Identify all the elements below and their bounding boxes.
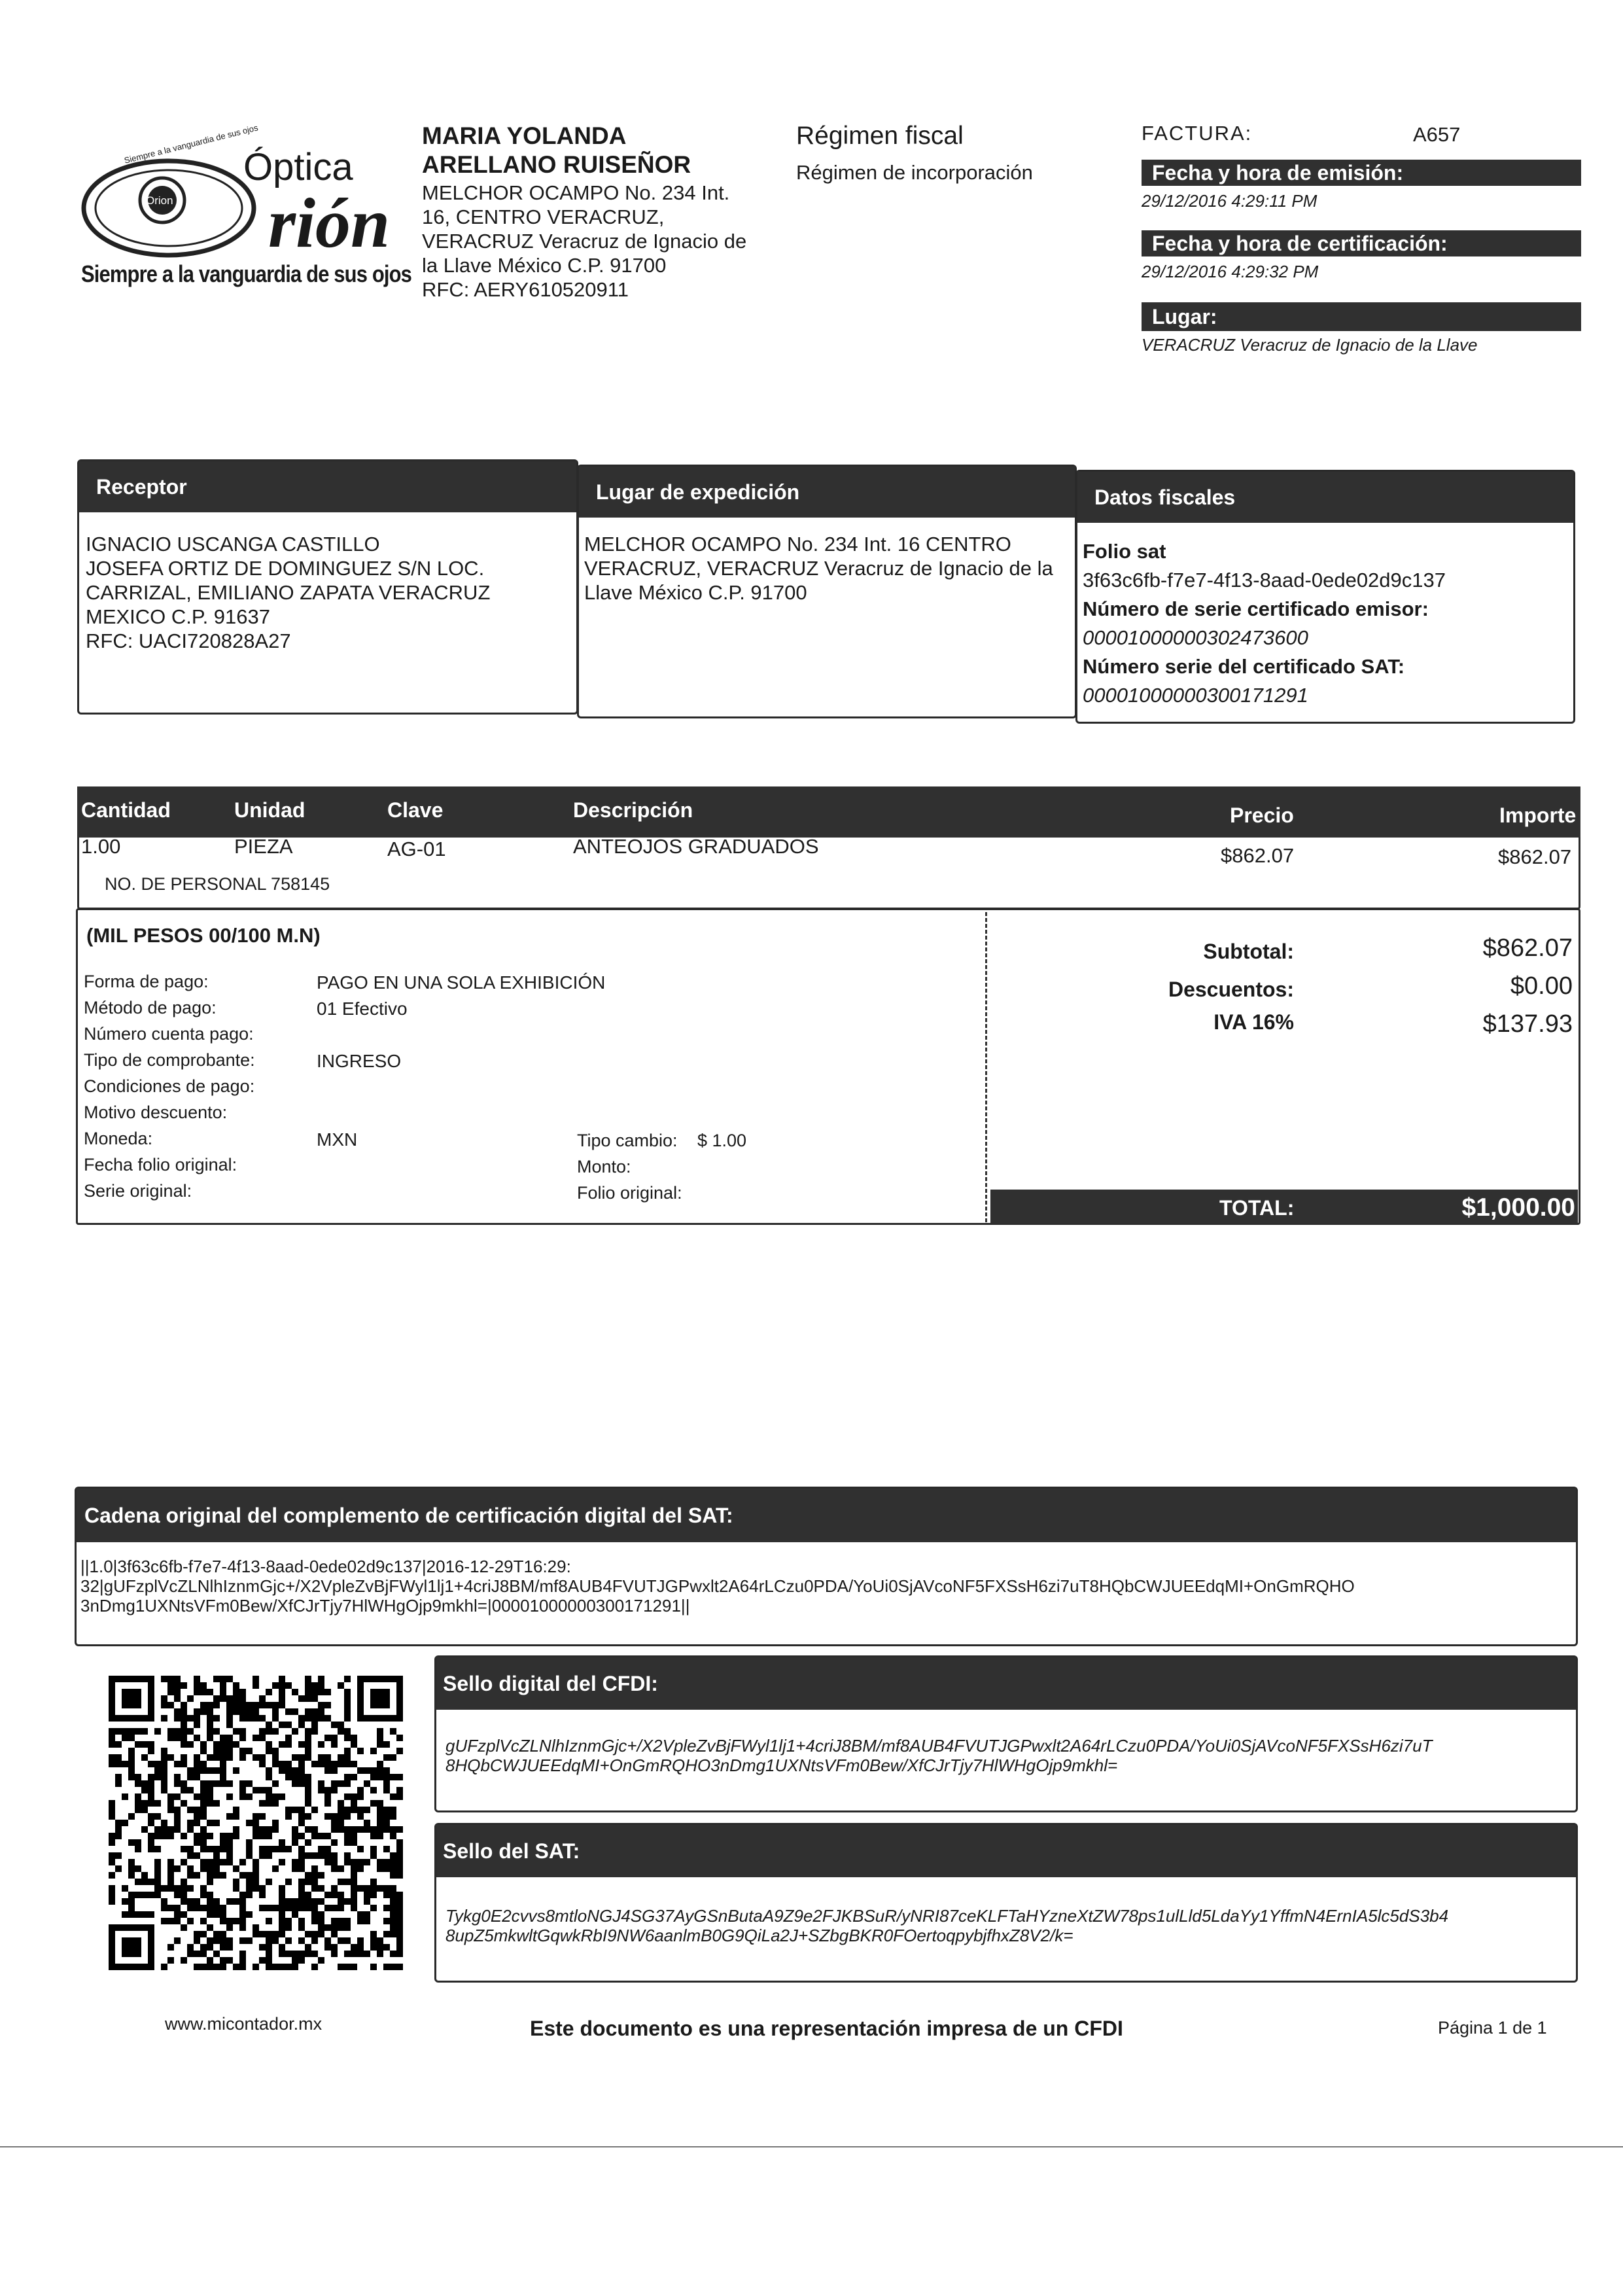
summary-values <box>317 970 605 1153</box>
cadena-original-text <box>77 1542 1576 1616</box>
serie-original-label: Serie original: <box>84 1181 192 1201</box>
issuer-name-line: ARELLANO RUISEÑOR <box>422 151 691 178</box>
certificacion-header: Fecha y hora de certificación: <box>1142 230 1581 256</box>
receptor-line: MEXICO C.P. 91637 <box>86 605 271 628</box>
item-unidad: PIEZA <box>234 835 293 858</box>
motivo-descuento-value <box>317 1101 605 1127</box>
items-table-header <box>77 786 1580 838</box>
item-precio: $862.07 <box>1221 844 1295 867</box>
monto-label: Monto: <box>577 1157 631 1176</box>
sello-sat-title: Sello del SAT: <box>436 1825 1576 1877</box>
page-edge-line <box>0 2146 1623 2147</box>
tipo-comprobante-label: Tipo de comprobante: <box>84 1050 255 1070</box>
summary-labels <box>84 968 255 1204</box>
folio-sat-label: Folio sat <box>1083 540 1166 563</box>
total-value: $1,000.00 <box>1461 1193 1575 1222</box>
total-label: TOTAL: <box>1219 1196 1295 1220</box>
condiciones-pago-label: Condiciones de pago: <box>84 1076 255 1096</box>
forma-pago-label: Forma de pago: <box>84 972 209 991</box>
fecha-folio-original-label: Fecha folio original: <box>84 1155 237 1174</box>
lugar-value: VERACRUZ Veracruz de Ignacio de la Llave <box>1142 335 1478 355</box>
item-clave: AG-01 <box>387 838 446 860</box>
factura-label: FACTURA: <box>1142 122 1253 145</box>
metodo-pago-label: Método de pago: <box>84 998 217 1017</box>
receptor-line: IGNACIO USCANGA CASTILLO <box>86 533 380 556</box>
cadena-line: 3nDmg1UXNtsVFm0Bew/XfCJrTjy7HlWHgOjp9mkhl=|00001000000300171291|| <box>80 1596 690 1616</box>
issuer-name-line: MARIA YOLANDA <box>422 122 627 149</box>
footer-site: www.micontador.mx <box>165 2014 323 2034</box>
expedicion-panel <box>577 465 1077 718</box>
subtotal-label: Subtotal: <box>1203 940 1294 963</box>
datos-fiscales-details <box>1077 523 1573 710</box>
issuer-address-line: la Llave México C.P. 91700 <box>422 254 667 277</box>
expedicion-line: Llave México C.P. 91700 <box>584 581 807 604</box>
logo-brand-top: Óptica <box>243 146 353 188</box>
iva-label: IVA 16% <box>1213 1010 1294 1034</box>
emision-value: 29/12/2016 4:29:11 PM <box>1142 191 1318 211</box>
col-importe: Importe <box>1499 804 1577 827</box>
sello-cfdi-text <box>436 1710 1576 1775</box>
emision-header: Fecha y hora de emisión: <box>1142 160 1581 186</box>
receptor-line: JOSEFA ORTIZ DE DOMINGUEZ S/N LOC. <box>86 557 485 580</box>
moneda-value: MXN <box>317 1129 358 1150</box>
expedicion-line: VERACRUZ, VERACRUZ Veracruz de Ignacio de la <box>584 557 1053 580</box>
logo-ring-text: Siempre a la vanguardia de sus ojos <box>123 122 259 166</box>
col-precio: Precio <box>1230 804 1294 827</box>
motivo-descuento-label: Motivo descuento: <box>84 1103 228 1122</box>
col-unidad: Unidad <box>234 798 305 822</box>
sello-cfdi-box <box>434 1655 1578 1812</box>
lugar-header: Lugar: <box>1142 302 1581 331</box>
sello-cfdi-line: gUFzplVcZLNlhIznmGjc+/X2VpleZvBjFWyl1lj1+4criJ8BM/mf8AUB4FVUTJGPwxlt2A64rLCzu0PDA/YoUi0SjAVcoNF5FXSsH6zi7uT <box>445 1736 1433 1756</box>
expedicion-details <box>579 518 1075 605</box>
item-cantidad: 1.00 <box>81 835 121 858</box>
issuer-rfc: RFC: AERY610520911 <box>422 278 629 301</box>
serie-sat-value: 00001000000300171291 <box>1083 684 1308 707</box>
tipo-cambio-label: Tipo cambio: <box>577 1131 678 1150</box>
tipo-comprobante-value: INGRESO <box>317 1051 402 1071</box>
summary-box <box>76 908 1580 1225</box>
expedicion-title: Lugar de expedición <box>579 467 1075 518</box>
cadena-original-title: Cadena original del complemento de certificación digital del SAT: <box>77 1489 1576 1542</box>
descuentos-value: $0.00 <box>1510 972 1573 1000</box>
receptor-rfc: RFC: UACI720828A27 <box>86 629 291 652</box>
serie-emisor-value: 00001000000302473600 <box>1083 626 1308 649</box>
footer-page: Página 1 de 1 <box>1438 2018 1547 2038</box>
certificacion-value: 29/12/2016 4:29:32 PM <box>1142 262 1319 281</box>
total-bar <box>990 1190 1578 1224</box>
item-descripcion: ANTEOJOS GRADUADOS <box>573 835 819 858</box>
expedicion-line: MELCHOR OCAMPO No. 234 Int. 16 CENTRO <box>584 533 1011 556</box>
receptor-panel <box>77 459 578 715</box>
folio-sat-value: 3f63c6fb-f7e7-4f13-8aad-0ede02d9c137 <box>1083 569 1446 592</box>
cadena-line: ||1.0|3f63c6fb-f7e7-4f13-8aad-0ede02d9c137|2016-12-29T16:29: <box>80 1557 571 1576</box>
col-clave: Clave <box>387 798 444 822</box>
summary-divider <box>985 912 987 1222</box>
cadena-line: 32|gUFzplVcZLNlhIznmGjc+/X2VpleZvBjFWyl1lj1+4criJ8BM/mf8AUB4FVUTJGPwxlt2A64rLCzu0PDA/YoUi0SjAVcoNF5FXSsH6zi7uT8HQbCWJUEEdqMI+OnGmRQHO <box>80 1576 1355 1596</box>
col-cantidad: Cantidad <box>81 798 171 822</box>
sello-sat-line: Tykg0E2cvvs8mtloNGJ4SG37AyGSnButaA9Z9e2FJKBSuR/yNRI87ceKLFTaHYzneXtZW78ps1ulLld5LdaYy1YffmN4ErnIA5lc5dS3b4 <box>445 1906 1449 1926</box>
condiciones-pago-value <box>317 1074 605 1101</box>
datos-fiscales-title: Datos fiscales <box>1077 472 1573 523</box>
metodo-pago-value: 01 Efectivo <box>317 998 408 1019</box>
item-importe: $862.07 <box>1498 845 1572 868</box>
issuer-address-line: MELCHOR OCAMPO No. 234 Int. <box>422 181 730 204</box>
logo-tagline: Siempre a la vanguardia de sus ojos <box>81 260 412 287</box>
receptor-title: Receptor <box>79 461 576 512</box>
tipo-cambio-value: $ 1.00 <box>697 1131 747 1150</box>
descuentos-label: Descuentos: <box>1168 978 1294 1001</box>
factura-number: A657 <box>1413 123 1461 146</box>
col-descripcion: Descripción <box>573 798 693 822</box>
regimen-fiscal-value: Régimen de incorporación <box>796 161 1033 184</box>
footer-notice: Este documento es una representación impresa de un CFDI <box>530 2017 1123 2040</box>
receptor-line: CARRIZAL, EMILIANO ZAPATA VERACRUZ <box>86 581 491 604</box>
sello-cfdi-title: Sello digital del CFDI: <box>436 1657 1576 1710</box>
serie-sat-label: Número serie del certificado SAT: <box>1083 655 1405 678</box>
sello-sat-text <box>436 1877 1576 1945</box>
cadena-original-box <box>75 1487 1578 1646</box>
logo-brand-bottom: rión <box>268 185 391 262</box>
issuer-address-line: 16, CENTRO VERACRUZ, <box>422 205 665 228</box>
serie-emisor-label: Número de serie certificado emisor: <box>1083 597 1429 620</box>
sello-sat-box <box>434 1823 1578 1983</box>
amount-in-words: (MIL PESOS 00/100 M.N) <box>86 924 321 947</box>
sello-sat-line: 8upZ5mkwltGqwkRbI9NW6aanlmB0G9QiLa2J+SZbgBKR0FOertoqpybjfhxZ8V2/k= <box>445 1926 1073 1945</box>
item-note: NO. DE PERSONAL 758145 <box>105 874 330 894</box>
qr-code-icon <box>109 1674 403 1972</box>
moneda-label: Moneda: <box>84 1129 153 1148</box>
issuer-name <box>422 122 691 179</box>
iva-value: $137.93 <box>1482 1010 1573 1038</box>
receptor-details <box>79 512 576 653</box>
logo-center-text: Orion <box>146 194 173 207</box>
folio-original-label: Folio original: <box>577 1183 682 1203</box>
sello-cfdi-line: 8HQbCWJUEEdqMI+OnGmRQHO3nDmg1UXNtsVFm0Bew/XfCJrTjy7HlWHgOjp9mkhl= <box>445 1756 1118 1775</box>
datos-fiscales-panel <box>1075 470 1575 724</box>
issuer-address <box>422 181 775 302</box>
subtotal-value: $862.07 <box>1482 934 1573 962</box>
issuer-address-line: VERACRUZ Veracruz de Ignacio de <box>422 230 747 253</box>
regimen-fiscal-title: Régimen fiscal <box>796 122 964 150</box>
cuenta-pago-label: Número cuenta pago: <box>84 1024 254 1044</box>
forma-pago-value: PAGO EN UNA SOLA EXHIBICIÓN <box>317 972 606 993</box>
cuenta-pago-value <box>317 1022 605 1048</box>
